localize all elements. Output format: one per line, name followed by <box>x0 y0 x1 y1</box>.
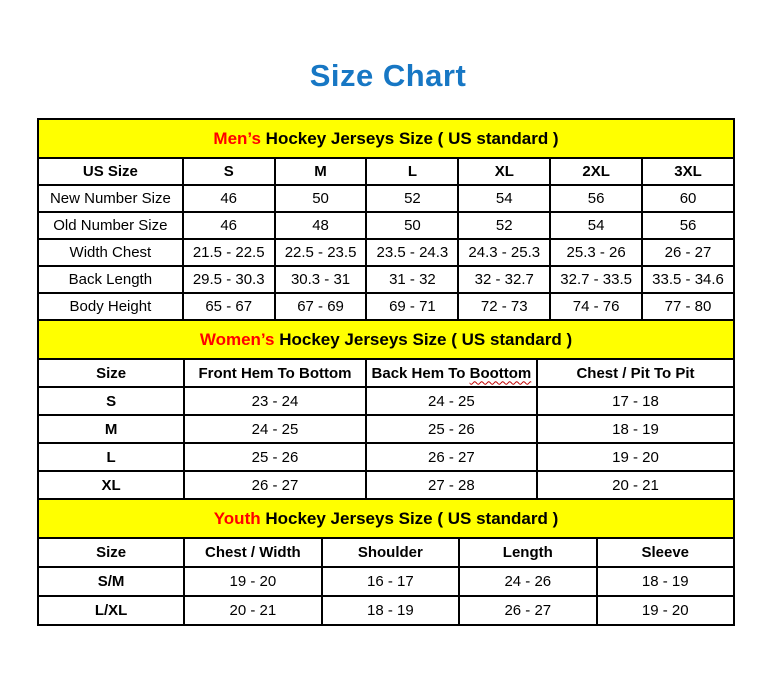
mens-heading-highlight: Men’s <box>213 129 261 148</box>
size-cell: 18 - 19 <box>322 596 459 625</box>
row-label: S <box>38 387 184 415</box>
size-cell: 77 - 80 <box>642 293 734 320</box>
size-cell: 24 - 25 <box>184 415 366 443</box>
table-row <box>38 415 734 443</box>
column-header-text: Back Hem To <box>371 364 470 382</box>
row-label: M <box>38 415 184 443</box>
size-cell: 56 <box>550 185 642 212</box>
size-cell: 74 - 76 <box>550 293 642 320</box>
size-cell: 52 <box>458 212 550 239</box>
size-cell: 19 - 20 <box>597 596 734 625</box>
size-cell: 25 - 26 <box>366 415 537 443</box>
column-header: 3XL <box>642 158 734 185</box>
youth-size-table <box>37 537 735 626</box>
table-row <box>38 596 734 625</box>
column-header: Size <box>38 538 184 567</box>
womens-size-table <box>37 358 735 500</box>
size-cell: 31 - 32 <box>366 266 458 293</box>
size-cell: 67 - 69 <box>275 293 367 320</box>
size-cell: 50 <box>366 212 458 239</box>
row-label: Back Length <box>38 266 183 293</box>
row-label: New Number Size <box>38 185 183 212</box>
size-cell: 25.3 - 26 <box>550 239 642 266</box>
size-cell: 18 - 19 <box>537 415 734 443</box>
womens-heading-rest: Hockey Jerseys Size ( US standard ) <box>274 330 573 349</box>
size-cell: 32.7 - 33.5 <box>550 266 642 293</box>
page-title: Size Chart <box>309 58 467 93</box>
mens-heading-rest: Hockey Jerseys Size ( US standard ) <box>260 129 559 148</box>
mens-section-heading <box>37 118 735 159</box>
table-row <box>38 212 734 239</box>
column-header: Chest / Width <box>184 538 321 567</box>
youth-heading-highlight: Youth <box>213 509 261 528</box>
womens-section <box>37 319 735 500</box>
row-label: Width Chest <box>38 239 183 266</box>
header-row <box>38 538 734 567</box>
column-header: Size <box>38 359 184 387</box>
row-label: L <box>38 443 184 471</box>
size-cell: 52 <box>366 185 458 212</box>
size-cell: 26 - 27 <box>366 443 537 471</box>
size-cell: 24 - 26 <box>459 567 596 596</box>
size-cell: 29.5 - 30.3 <box>183 266 275 293</box>
size-cell: 65 - 67 <box>183 293 275 320</box>
misspelled-word: Boottom <box>469 364 532 382</box>
size-cell: 27 - 28 <box>366 471 537 499</box>
size-cell: 60 <box>642 185 734 212</box>
size-tables <box>37 118 735 626</box>
row-label: Body Height <box>38 293 183 320</box>
size-cell: 26 - 27 <box>642 239 734 266</box>
size-cell: 26 - 27 <box>184 471 366 499</box>
size-cell: 23.5 - 24.3 <box>366 239 458 266</box>
size-cell: 20 - 21 <box>537 471 734 499</box>
size-cell: 46 <box>183 212 275 239</box>
size-cell: 23 - 24 <box>184 387 366 415</box>
column-header: M <box>275 158 367 185</box>
size-cell: 19 - 20 <box>537 443 734 471</box>
size-cell: 46 <box>183 185 275 212</box>
table-row <box>38 567 734 596</box>
header-row <box>38 359 734 387</box>
table-row <box>38 239 734 266</box>
youth-heading-rest: Hockey Jerseys Size ( US standard ) <box>260 509 559 528</box>
size-cell: 69 - 71 <box>366 293 458 320</box>
size-cell: 25 - 26 <box>184 443 366 471</box>
row-label: XL <box>38 471 184 499</box>
size-cell: 16 - 17 <box>322 567 459 596</box>
table-row <box>38 266 734 293</box>
size-cell: 50 <box>275 185 367 212</box>
size-cell: 54 <box>550 212 642 239</box>
header-row <box>38 158 734 185</box>
youth-section <box>37 498 735 626</box>
size-cell: 24 - 25 <box>366 387 537 415</box>
youth-section-heading <box>37 498 735 539</box>
column-header: Length <box>459 538 596 567</box>
size-cell: 17 - 18 <box>537 387 734 415</box>
row-label: S/M <box>38 567 184 596</box>
size-cell: 22.5 - 23.5 <box>275 239 367 266</box>
column-header: Shoulder <box>322 538 459 567</box>
size-cell: 21.5 - 22.5 <box>183 239 275 266</box>
column-header: L <box>366 158 458 185</box>
size-cell: 54 <box>458 185 550 212</box>
column-header: Sleeve <box>597 538 734 567</box>
size-cell: 18 - 19 <box>597 567 734 596</box>
size-cell: 20 - 21 <box>184 596 321 625</box>
table-row <box>38 293 734 320</box>
womens-section-heading <box>37 319 735 360</box>
womens-heading-highlight: Women’s <box>199 330 275 349</box>
size-cell: 56 <box>642 212 734 239</box>
table-row <box>38 185 734 212</box>
size-cell: 24.3 - 25.3 <box>458 239 550 266</box>
row-label: Old Number Size <box>38 212 183 239</box>
size-cell: 26 - 27 <box>459 596 596 625</box>
size-cell: 48 <box>275 212 367 239</box>
column-header: US Size <box>38 158 183 185</box>
size-cell: 33.5 - 34.6 <box>642 266 734 293</box>
column-header: S <box>183 158 275 185</box>
table-row <box>38 471 734 499</box>
column-header: Front Hem To Bottom <box>184 359 366 387</box>
column-header <box>366 359 537 387</box>
table-row <box>38 443 734 471</box>
size-cell: 30.3 - 31 <box>275 266 367 293</box>
size-cell: 32 - 32.7 <box>458 266 550 293</box>
size-cell: 72 - 73 <box>458 293 550 320</box>
size-cell: 19 - 20 <box>184 567 321 596</box>
row-label: L/XL <box>38 596 184 625</box>
column-header: XL <box>458 158 550 185</box>
mens-section <box>37 118 735 321</box>
column-header: Chest / Pit To Pit <box>537 359 734 387</box>
column-header: 2XL <box>550 158 642 185</box>
table-row <box>38 387 734 415</box>
mens-size-table <box>37 157 735 321</box>
